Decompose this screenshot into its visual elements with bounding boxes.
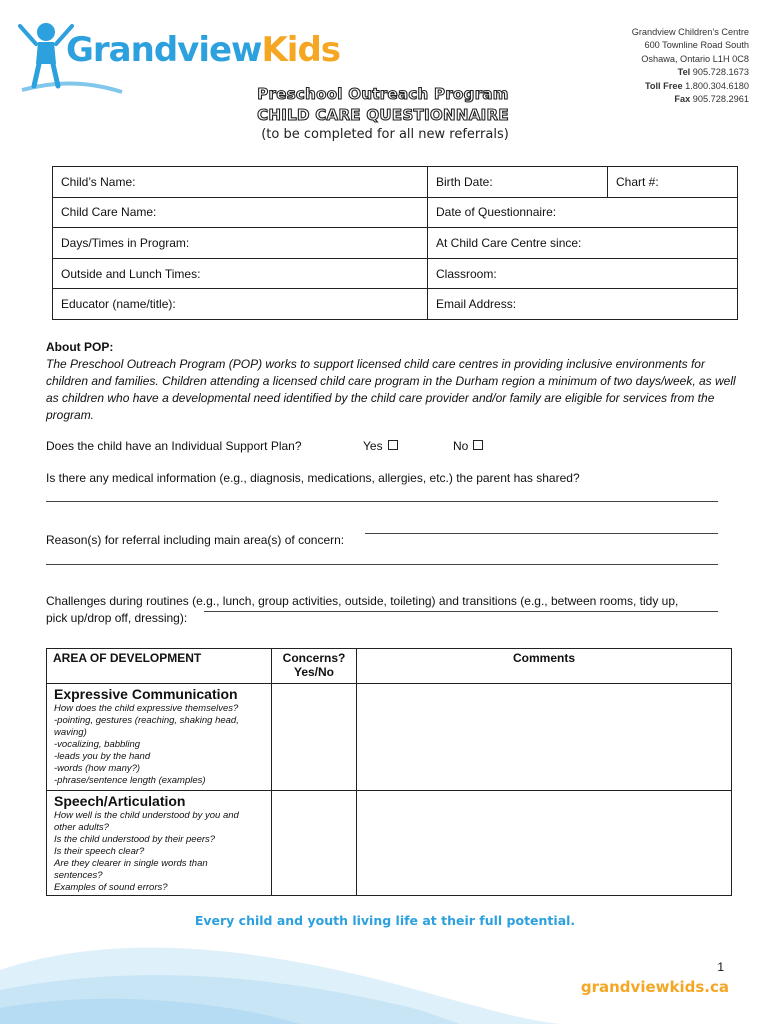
child-name-field[interactable]: Child’s Name: — [53, 167, 428, 198]
chart-number-field[interactable]: Chart #: — [608, 167, 738, 198]
prompt-line: Is the child understood by their peers? — [54, 834, 216, 845]
contact-tel: 905.728.1673 — [692, 67, 749, 78]
col-concerns-header — [272, 649, 357, 684]
col-comments-header: Comments — [357, 649, 732, 684]
comments-cell-speech[interactable] — [357, 791, 732, 896]
days-times-field[interactable]: Days/Times in Program: — [53, 228, 428, 259]
prompt-line: -words (how many?) — [54, 763, 141, 774]
about-heading: About POP: — [46, 340, 114, 354]
program-title: Preschool Outreach Program — [257, 85, 509, 103]
isp-yes-option[interactable] — [363, 439, 398, 453]
table-row — [53, 289, 738, 320]
col-concerns-line2: Yes/No — [293, 665, 335, 679]
prompt-line: Is their speech clear? — [54, 846, 145, 857]
website-main: grandview — [580, 978, 670, 996]
no-label: No — [453, 439, 469, 453]
questionnaire-date-field[interactable]: Date of Questionnaire: — [428, 197, 738, 228]
contact-tollfree: 1.800.304.6180 — [685, 80, 749, 91]
development-table — [46, 648, 732, 896]
challenges-question-line2: pick up/drop off, dressing): — [46, 611, 188, 625]
subtitle: (to be completed for all new referrals) — [261, 127, 509, 142]
section-title: Speech/Articulation — [54, 793, 186, 809]
col-concerns-line1: Concerns? — [282, 651, 346, 665]
contact-tel-label: Tel — [677, 67, 691, 78]
child-care-name-field[interactable]: Child Care Name: — [53, 197, 428, 228]
section-prompts — [54, 810, 270, 894]
concerns-cell-speech[interactable] — [272, 791, 357, 896]
website-link[interactable] — [581, 978, 729, 996]
page-number: 1 — [717, 960, 724, 974]
table-row — [47, 791, 732, 896]
prompt-line: How well is the child understood by you and — [54, 810, 239, 821]
about-text: The Preschool Outreach Program (POP) works to support licensed child care centres in providing inclusive environments for children and families. Children attending a licensed child care program in the Durham region a minimum of two days/week, as well as children who have a developmental need identified by the child care provider and/or family are eligible for services from the program. — [46, 357, 736, 422]
prompt-line: sentences? — [54, 870, 103, 881]
website-kids: kids.ca — [669, 978, 729, 996]
medical-question: Is there any medical information (e.g., diagnosis, medications, allergies, etc.) the parent has shared? — [46, 471, 580, 485]
yes-label: Yes — [363, 439, 383, 453]
challenges-answer-line[interactable] — [204, 610, 718, 612]
reason-answer-line-2[interactable] — [46, 563, 718, 565]
child-info-table — [52, 166, 738, 320]
medical-answer-line[interactable] — [46, 500, 718, 502]
contact-fax-label: Fax — [674, 94, 691, 105]
table-row — [53, 167, 738, 198]
table-row — [53, 197, 738, 228]
prompt-line: waving) — [54, 727, 87, 738]
prompt-line: -vocalizing, babbling — [54, 739, 141, 750]
footer-slogan: Every child and youth living life at their full potential. — [194, 913, 576, 928]
birth-date-field[interactable]: Birth Date: — [428, 167, 608, 198]
area-speech-articulation — [47, 791, 272, 896]
contact-org: Grandview Children’s Centre — [631, 27, 749, 37]
table-header-row — [47, 649, 732, 684]
no-checkbox[interactable] — [473, 440, 483, 450]
section-prompts — [54, 703, 270, 787]
area-expressive-communication — [47, 684, 272, 791]
questionnaire-title: CHILD CARE QUESTIONNAIRE — [257, 106, 509, 124]
footer-wave-decoration — [0, 920, 770, 1024]
comments-cell-expressive[interactable] — [357, 684, 732, 791]
table-row — [53, 258, 738, 289]
prompt-line: Examples of sound errors? — [54, 882, 168, 893]
centre-since-field[interactable]: At Child Care Centre since: — [428, 228, 738, 259]
prompt-line: Are they clearer in single words than — [54, 858, 208, 869]
educator-field[interactable]: Educator (name/title): — [53, 289, 428, 320]
outside-lunch-field[interactable]: Outside and Lunch Times: — [53, 258, 428, 289]
reason-answer-line[interactable] — [365, 532, 718, 534]
brand-name-main: Grandview — [66, 30, 262, 70]
reason-question: Reason(s) for referral including main area(s) of concern: — [46, 533, 345, 547]
table-row — [47, 684, 732, 791]
yes-checkbox[interactable] — [388, 440, 398, 450]
isp-question: Does the child have an Individual Support Plan? — [46, 439, 302, 453]
prompt-line: other adults? — [54, 822, 109, 833]
contact-address1: 600 Townline Road South — [644, 40, 749, 51]
prompt-line: -pointing, gestures (reaching, shaking head, — [54, 715, 239, 726]
concerns-cell-expressive[interactable] — [272, 684, 357, 791]
prompt-line: -phrase/sentence length (examples) — [54, 775, 206, 786]
brand-name-kids: Kids — [261, 30, 341, 70]
contact-tollfree-label: Toll Free — [644, 80, 683, 91]
brand-wordmark — [66, 30, 340, 70]
table-row — [53, 228, 738, 259]
col-area-header: AREA OF DEVELOPMENT — [47, 649, 272, 684]
contact-fax: 905.728.2961 — [692, 94, 749, 105]
contact-address2: Oshawa, Ontario L1H 0C8 — [641, 53, 749, 64]
isp-no-option[interactable] — [453, 439, 483, 453]
prompt-line: -leads you by the hand — [54, 751, 151, 762]
classroom-field[interactable]: Classroom: — [428, 258, 738, 289]
section-title: Expressive Communication — [54, 686, 238, 702]
challenges-question-line1: Challenges during routines (e.g., lunch, group activities, outside, toileting) and transitions (e.g., between rooms, tidy up, — [46, 594, 679, 608]
email-field[interactable]: Email Address: — [428, 289, 738, 320]
prompt-line: How does the child expressive themselves? — [54, 703, 239, 714]
